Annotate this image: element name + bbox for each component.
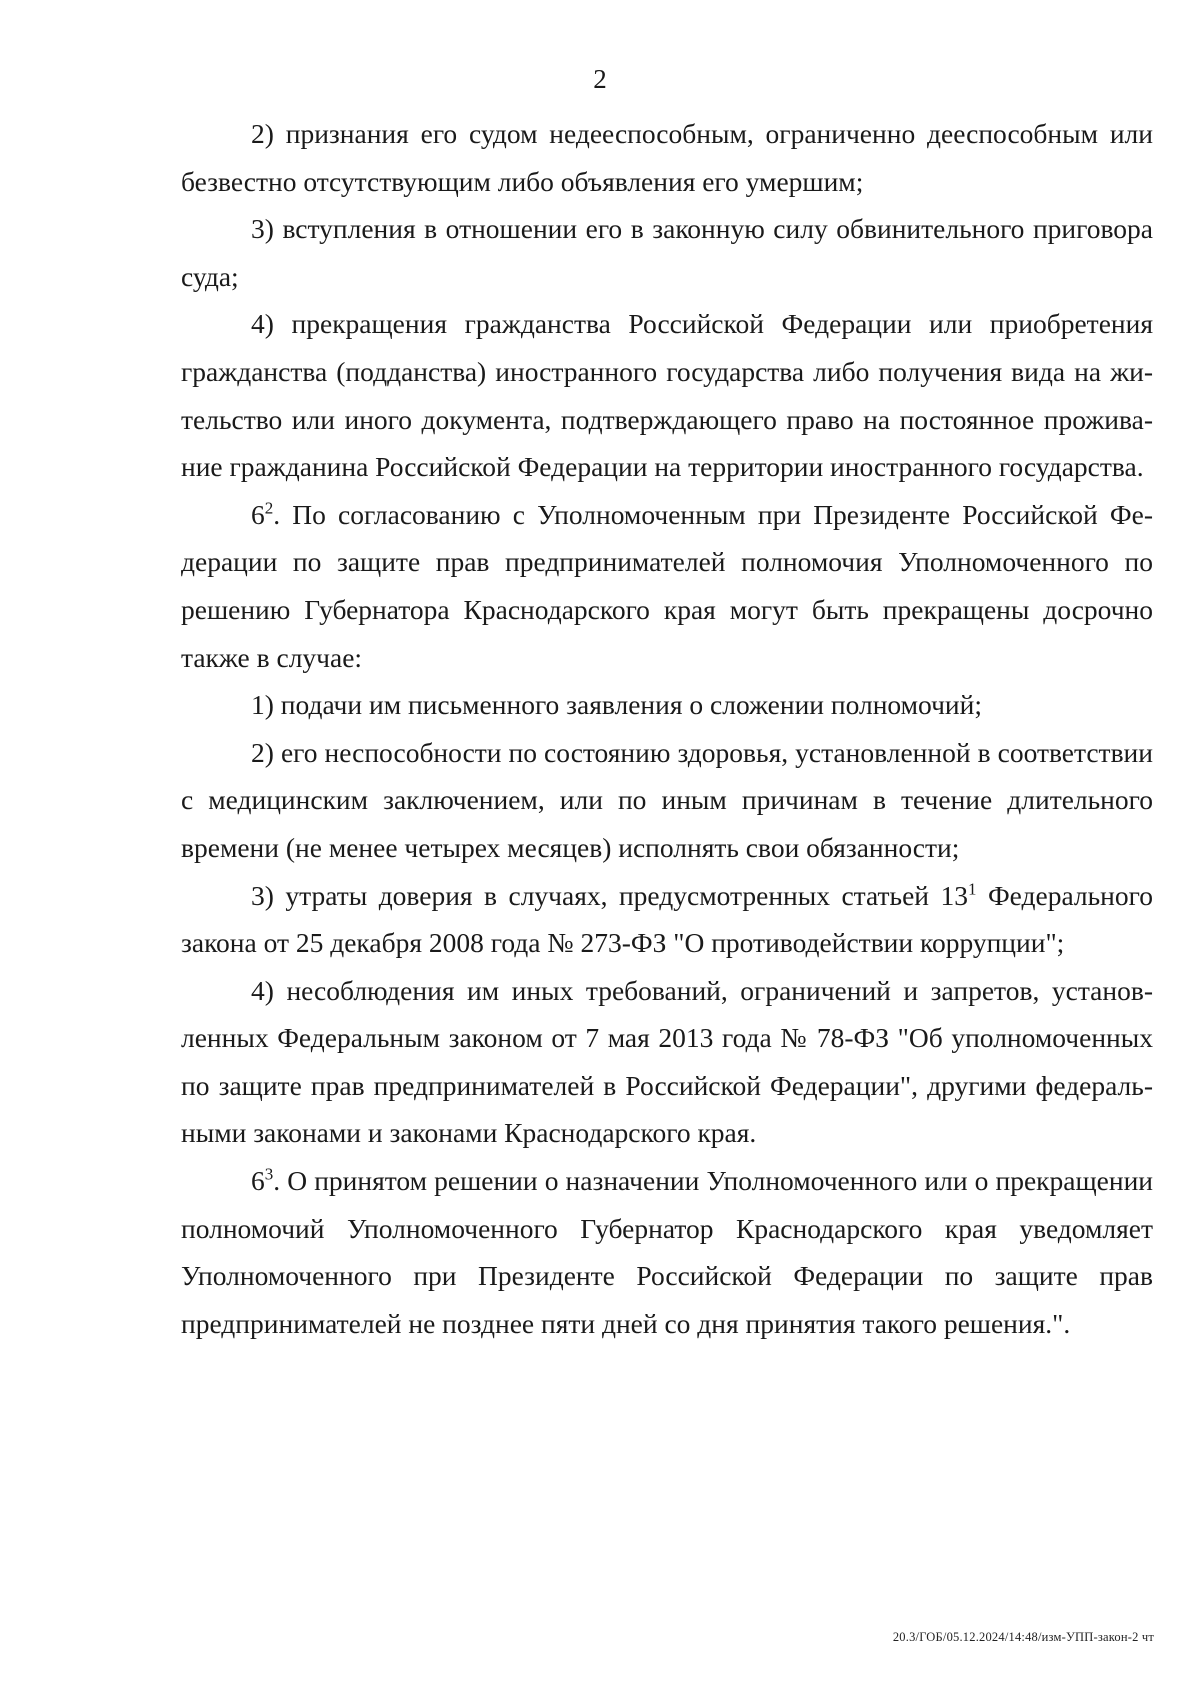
clause-6-3-number: 6 <box>251 1165 265 1197</box>
list-item-3-conviction: 3) вступления в отношении его в законную силу обвинительного приговора суда; <box>181 213 1153 292</box>
document-body <box>181 110 1153 1347</box>
list-item-3-text-after: Федерального закона от 25 декабря 2008 года № 273-ФЗ "О противодействии коррупции"; <box>181 879 1153 959</box>
clause-6-3-text: . О принятом решении о назначении Уполномоченного или о прекращении полномочий Уполномоченного Губернатор Краснодарского края уведомляет Уполномоченного при Президенте Российской Федерации по защите прав предпринимателей не позднее пяти дней со дня принятия такого решения.". <box>181 1165 1153 1339</box>
list-item-3-loss-of-trust <box>181 872 1153 967</box>
list-item-4-noncompliance: 4) несоблюдения им иных требований, ограничений и запретов, установленных Федеральным законом от 7 мая 2013 года № 78-ФЗ "Об уполномоченных по защите прав предпринимателей в Российской Федерации", другими федеральными законами и законами Краснодарского края. <box>181 974 1153 1149</box>
article-superscript: 1 <box>967 878 977 898</box>
list-item-1-resignation: 1) подачи им письменного заявления о сложении полномочий; <box>251 689 982 721</box>
clause-6-3-superscript: 3 <box>264 1164 274 1184</box>
list-item-3-text-before: 3) утраты доверия в случаях, предусмотренных статьей 13 <box>251 879 968 911</box>
footer-document-code: 20.3/ГОБ/05.12.2024/14:48/изм-УПП-закон-2 чт <box>892 1630 1154 1644</box>
list-item-4-citizenship: 4) прекращения гражданства Российской Федерации или приобретения гражданства (подданства) иностранного государства либо получения вида на жительство или иного документа, подтверждающего право на постоянное проживание гражданина Российской Федерации на территории иностранного государства. <box>181 308 1153 483</box>
clause-6-2-superscript: 2 <box>264 498 274 518</box>
clause-6-2-number: 6 <box>251 498 265 530</box>
page-number: 2 <box>593 64 607 94</box>
clause-6-2-text: . По согласованию с Уполномоченным при Президенте Российской Федерации по защите прав предпринимателей полномочия Уполномоченного по решению Губернатора Краснодарского края могут быть прекращены досрочно также в случае: <box>181 498 1153 673</box>
clause-6-2 <box>181 491 1153 681</box>
clause-6-3 <box>181 1157 1153 1347</box>
list-item-2-incapacity: 2) признания его судом недееспособным, ограниченно дееспособным или безвестно отсутствующим либо объявления его умершим; <box>181 118 1153 197</box>
list-item-2-health: 2) его неспособности по состоянию здоровья, установленной в соответствии с медицинским заключением, или по иным причинам в течение длительного времени (не менее четырех месяцев) исполнять свои обязанности; <box>181 736 1153 863</box>
